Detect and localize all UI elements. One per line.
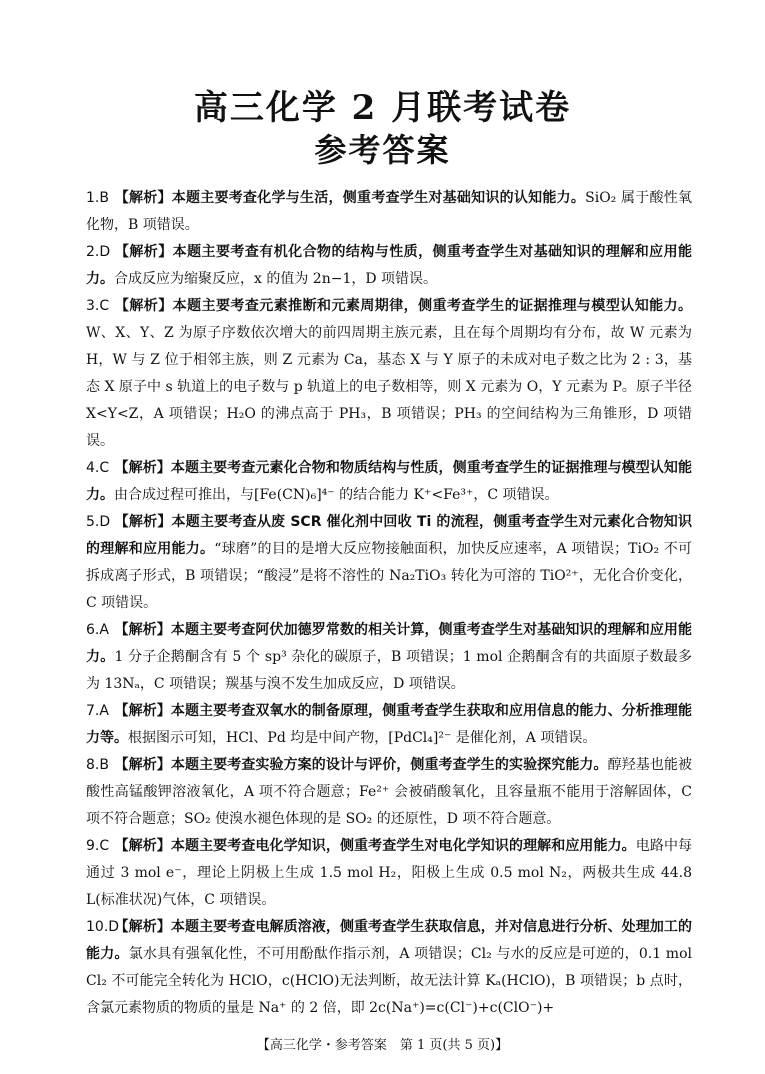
analysis-tag: 【解析】 [114,514,172,530]
analysis-body: 由合成过程可推出，与[Fe(CN)₆]⁴⁻ 的结合能力 K⁺<Fe³⁺，C 项错误。 [114,487,559,503]
analysis-intro: 本题主要考查阿伏加德罗常数的相关计算，侧重考查学生对基础知识的理解和应用能力。 [86,622,693,665]
analysis-intro: 本题主要考查电解质溶液，侧重考查学生获取信息，并对信息进行分析、处理加工的能力。 [86,919,693,962]
analysis-tag: 【解析】 [114,244,173,260]
answer-item-6 [86,617,692,698]
answer-item-3 [86,293,692,455]
answer-number: 9.C [86,838,110,854]
analysis-tag: 【解析】 [114,190,172,206]
answer-item-4 [86,455,692,509]
answer-number: 6.A [86,622,109,638]
analysis-intro: 本题主要考查双氧水的制备原理，侧重考查学生获取和应用信息的能力、分析推理能力等。 [86,703,693,746]
answer-number: 1.B [86,190,109,206]
answer-item-2 [86,239,692,293]
answer-item-8 [86,752,692,833]
answer-item-1 [86,185,692,239]
analysis-intro: 本题主要考查实验方案的设计与评价，侧重考查学生的实验探究能力。 [170,757,608,773]
answer-list [86,185,692,1022]
analysis-body: 电路中每通过 3 mol e⁻，理论上阴极上生成 1.5 mol H₂，阳极上生成 0.5 mol N₂，两极共生成 44.8 L(标准状况)气体，C 项错误。 [86,838,693,908]
analysis-tag: 【解析】 [114,298,173,314]
answer-item-9 [86,833,692,914]
page-subtitle: 参考答案 [314,131,451,169]
answer-item-5 [86,509,692,617]
answer-number: 2.D [86,244,111,260]
analysis-tag: 【解析】 [114,757,171,773]
analysis-tag: 【解析】 [114,622,171,638]
answer-number: 3.C [86,298,110,314]
answer-number: 4.C [86,460,110,476]
analysis-intro: 本题主要考查电化学知识，侧重考查学生对电化学知识的理解和应用能力。 [170,838,636,854]
analysis-body: 醇羟基也能被酸性高锰酸钾溶液氧化，A 项不符合题意；Fe²⁺ 会被硝酸氧化，且容量瓶不能用于溶解固体，C 项不符合题意；SO₂ 使溴水褪色体现的是 SO₂ 的还原性，D 项不符合题意。 [86,757,693,827]
analysis-body: 合成反应为缩聚反应，x 的值为 2n−1，D 项错误。 [114,271,438,287]
analysis-intro: 本题主要考查有机化合物的结构与性质，侧重考查学生对基础知识的理解和应用能力。 [86,244,693,287]
page-footer [0,1034,765,1053]
footer-text: 【高三化学・参考答案 第 1 页(共 5 页)】 [256,1038,509,1053]
analysis-intro: 本题主要考查从废 SCR 催化剂中回收 Ti 的流程，侧重考查学生对元素化合物知识的理解和应用能力。 [86,514,693,557]
analysis-body: 氯水具有强氧化性，不可用酚酞作指示剂，A 项错误；Cl₂ 与水的反应是可逆的，0.1 mol Cl₂ 不可能完全转化为 HClO，c(HClO)无法判断，故无法计算 Kₐ(HClO)，B 项错误；b 点时，含氯元素物质的物质的量是 Na⁺ 的 2 倍，即 2c(Na⁺)=c(Cl⁻)+c(ClO⁻)+ [86,946,692,1016]
answer-number: 5.D [86,514,111,530]
analysis-tag: 【解析】 [114,838,171,854]
analysis-body: SiO₂ 属于酸性氧化物，B 项错误。 [86,190,693,233]
answer-item-7 [86,698,692,752]
analysis-body: 1 分子企鹅酮含有 5 个 sp³ 杂化的碳原子，B 项错误；1 mol 企鹅酮含有的共面原子数最多为 13Nₐ，C 项错误；羰基与溴不发生加成反应，D 项错误。 [86,649,692,692]
answer-number: 8.B [86,757,109,773]
analysis-body: 根据图示可知，HCl、Pd 均是中间产物，[PdCl₄]²⁻ 是催化剂，A 项错误。 [128,730,597,746]
analysis-tag: 【解析】 [114,703,171,719]
analysis-tag: 【解析】 [114,919,171,935]
answer-number: 10.D [86,919,120,935]
page-title: 高三化学 2 月联考试卷 [193,88,572,128]
answer-number: 7.A [86,703,109,719]
analysis-tag: 【解析】 [114,460,171,476]
analysis-body: W、X、Y、Z 为原子序数依次增大的前四周期主族元素，且在每个周期均有分布，故 W 元素为 H，W 与 Z 位于相邻主族，则 Z 元素为 Ca，基态 X 与 Y 原子的未成对电子数之比为 2 : 3，基态 X 原子中 s 轨道上的电子数与 p 轨道上的电子数相等，则 X 元素为 O，Y 元素为 P。原子半径 X<Y<Z，A 项错误；H₂O 的沸点高于 PH₃，B 项错误；PH₃ 的空间结构为三角锥形，D 项错误。 [86,325,692,449]
analysis-body: “球磨”的目的是增大反应物接触面积，加快反应速率，A 项错误；TiO₂ 不可拆成离子形式，B 项错误；“酸浸”是将不溶性的 Na₂TiO₃ 转化为可溶的 TiO²⁺，无化合价变化，C 项错误。 [86,541,693,611]
analysis-intro: 本题主要考查元素推断和元素周期律，侧重考查学生的证据推理与模型认知能力。 [172,298,693,314]
answer-item-10 [86,914,692,1022]
analysis-intro: 本题主要考查元素化合物和物质结构与性质，侧重考查学生的证据推理与模型认知能力。 [86,460,693,503]
analysis-intro: 本题主要考查化学与生活，侧重考查学生对基础知识的认知能力。 [171,190,586,206]
